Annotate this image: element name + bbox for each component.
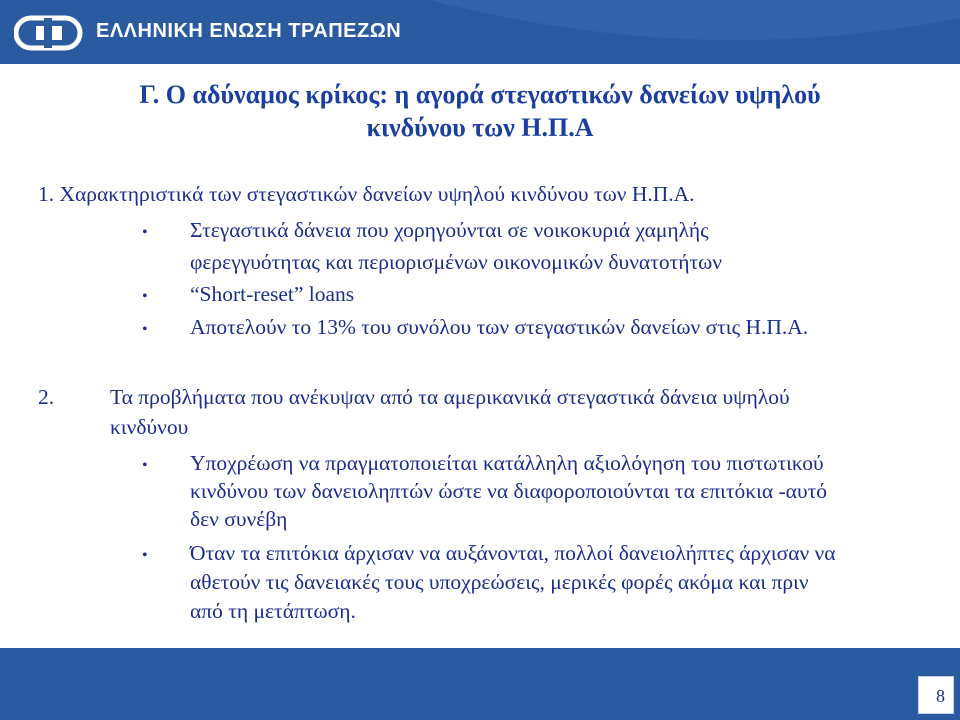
bullet-icon: • — [142, 457, 148, 474]
section-1-bullet-2: “Short-reset” loans — [190, 282, 355, 306]
section-1-bullet-3: Αποτελούν το 13% του συνόλου των στεγαστικών δανείων στις Η.Π.Α. — [190, 315, 809, 339]
section-2-bullet-1-line-3: δεν συνέβη — [190, 507, 288, 531]
footer-bar — [0, 648, 960, 720]
section-1-bullet-1-line-2: φερεγγυότητας και περιορισμένων οικονομικών δυνατοτήτων — [190, 250, 722, 274]
title-line-1: Γ. Ο αδύναμος κρίκος: η αγορά στεγαστικών δανείων υψηλού — [139, 80, 821, 109]
bullet-icon: • — [142, 547, 148, 564]
page-number-box — [918, 676, 954, 714]
title-line-2: κινδύνου των Η.Π.Α — [366, 113, 594, 142]
bullet-icon: • — [142, 224, 148, 241]
section-2-bullet-1-line-1: Υποχρέωση να πραγματοποιείται κατάλληλη αξιολόγηση του πιστωτικού — [190, 451, 824, 475]
section-1-bullet-1-line-1: Στεγαστικά δάνεια που χορηγούνται σε νοικοκυριά χαμηλής — [190, 218, 709, 242]
organization-name: ΕΛΛΗΝΙΚΗ ΕΝΩΣΗ ΤΡΑΠΕΖΩΝ — [96, 20, 402, 42]
bullet-icon: • — [142, 288, 148, 305]
section-2-heading-line-2: κινδύνου — [110, 415, 189, 439]
section-2-number: 2. — [38, 385, 55, 409]
bullet-icon: • — [142, 321, 148, 338]
section-1-heading: 1. Χαρακτηριστικά των στεγαστικών δανείων υψηλού κινδύνου των Η.Π.Α. — [38, 182, 695, 206]
hba-logo-icon — [14, 14, 84, 52]
section-2-bullet-1-line-2: κινδύνου των δανειοληπτών ώστε να διαφοροποιούνται τα επιτόκια -αυτό — [190, 479, 827, 503]
section-2-bullet-2-line-1: Όταν τα επιτόκια άρχισαν να αυξάνονται, πολλοί δανειολήπτες άρχισαν να — [190, 541, 836, 565]
section-2-bullet-2-line-3: από τη μετάπτωση. — [190, 599, 356, 623]
slide-title — [60, 78, 900, 144]
section-2-bullet-2-line-2: αθετούν τις δανειακές τους υποχρεώσεις, μερικές φορές ακόμα και πριν — [190, 570, 809, 594]
section-2-heading-line-1: Τα προβλήματα που ανέκυψαν από τα αμερικανικά στεγαστικά δάνεια υψηλού — [110, 385, 790, 409]
header-bar — [0, 0, 960, 64]
page-number: 8 — [936, 686, 945, 706]
